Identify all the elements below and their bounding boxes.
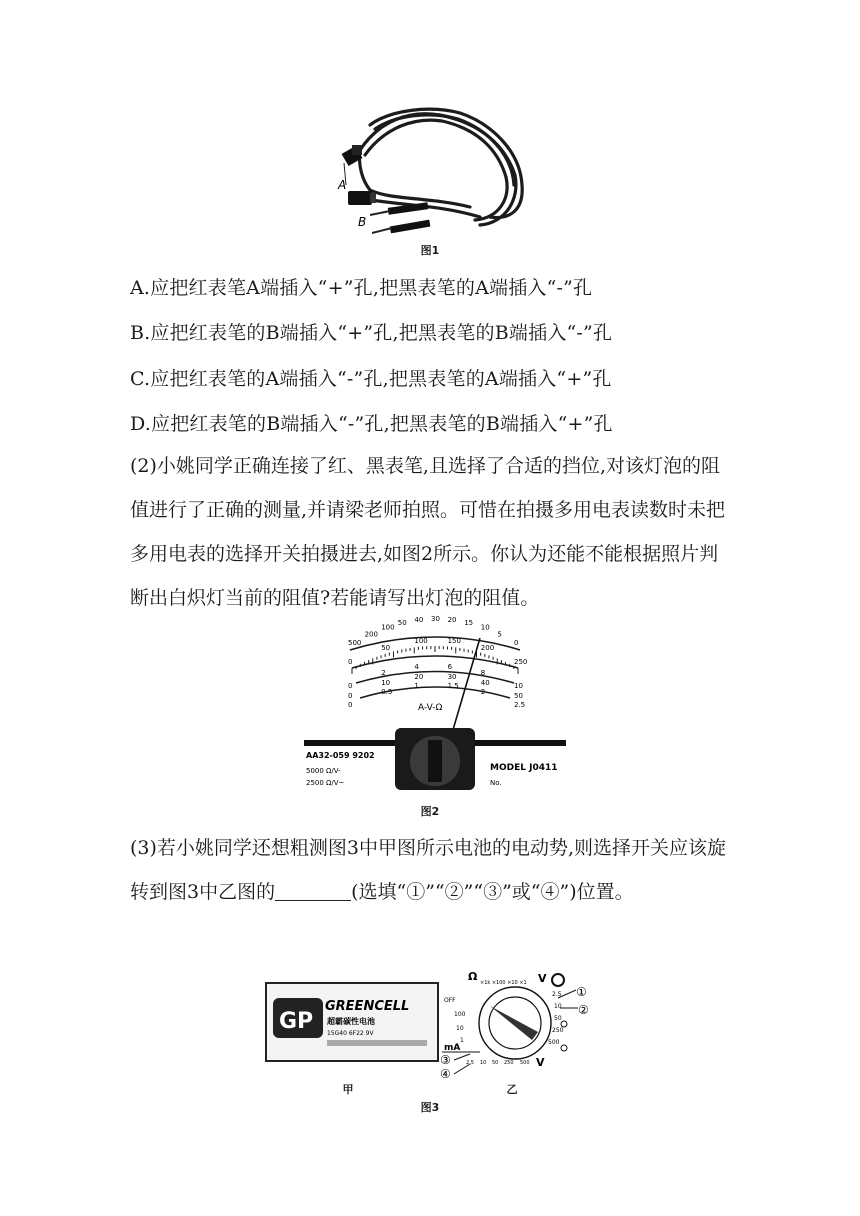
bottom-500: 500 [520, 1060, 530, 1066]
dc-250: 250 [552, 1027, 564, 1034]
scale-10v-label: 0 [348, 682, 353, 690]
marker-3: ③ [440, 1053, 451, 1067]
scale-50v-label: 10 [381, 679, 391, 688]
scale-50v-label: 30 [447, 672, 457, 681]
battery-code: 15G40 6F22 9V [327, 1030, 374, 1037]
answer-blank[interactable] [275, 883, 351, 901]
dc-50: 50 [554, 1015, 562, 1022]
dc-10: 10 [554, 1003, 562, 1010]
ma-10: 10 [456, 1025, 464, 1032]
battery-name: GREENCELL [325, 999, 410, 1014]
figure-2 [300, 615, 570, 800]
bottom-50: 50 [492, 1060, 499, 1066]
model-text: MODEL J0411 [490, 763, 558, 773]
marker-1: ① [576, 985, 587, 999]
range-labels: ×1k ×100 ×10 ×1 [480, 980, 527, 986]
ohm-scale-label: 20 [447, 615, 457, 624]
dial-label: A-V-Ω [418, 703, 443, 713]
battery-brand: GP [279, 1009, 314, 1034]
ohm-scale-label: 100 [381, 623, 395, 632]
ohm-scale-label: 50 [397, 618, 407, 627]
ohm-scale-label: 0 [514, 639, 519, 647]
fig1-label-b: B [358, 215, 367, 229]
option-a: A.应把红表笔A端插入“+”孔,把黑表笔的A端插入“-”孔 [130, 277, 593, 299]
dc-scale-label: 0 [348, 658, 353, 666]
v-symbol-top: V [538, 972, 547, 985]
bottom-10: 10 [480, 1060, 487, 1066]
adjust-knob-icon [552, 974, 564, 986]
meter-dial-illustration [300, 615, 570, 800]
ma-1: 1 [460, 1037, 464, 1044]
fig1-label-a: A [338, 178, 347, 192]
question-3-text-before: (3)若小姚同学还想粗测图3中甲图所示电池的电动势,则选择开关应该旋转到图3中乙图的 [130, 837, 727, 903]
dc-scale-label: 200 [480, 643, 495, 652]
ohm-scale-label: 15 [464, 618, 474, 627]
ohm-scale-label: 30 [431, 615, 440, 623]
marker-4: ④ [440, 1067, 451, 1081]
probe-tips-icon [370, 202, 430, 233]
ac-scale-label: 1 [414, 681, 419, 690]
marker-2: ② [578, 1003, 589, 1017]
scale-10v-label: 6 [447, 662, 453, 671]
dc-scale-label: 250 [514, 658, 528, 666]
scale-50v-label: 20 [414, 672, 424, 681]
left-code: AA32-059 9202 [306, 751, 375, 760]
v-symbol-bottom: V [536, 1056, 545, 1069]
off-label: OFF [444, 997, 456, 1004]
ohm-symbol: Ω [468, 970, 478, 983]
ma-symbol: mA [444, 1043, 461, 1053]
sensitivity-2: 2500 Ω/V~ [306, 779, 345, 787]
figure-3-caption: 图3 [420, 1101, 440, 1114]
figure-2-caption: 图2 [420, 805, 440, 818]
battery-image [265, 982, 439, 1062]
ohm-scale-label: 500 [348, 639, 362, 647]
ac-scale-label: 0 [348, 701, 353, 709]
ma-100: 100 [454, 1011, 466, 1018]
label-jia: 甲 [342, 1083, 354, 1096]
scale-10v-label: 8 [480, 669, 486, 678]
minus-jack-icon [561, 1045, 567, 1051]
dc-2-5: 2.5 [552, 991, 562, 998]
ac-scale-label: 2 [480, 688, 486, 697]
figure-1-caption: 图1 [420, 244, 440, 257]
question-3 [130, 826, 730, 914]
dc-scale-label: 50 [381, 643, 391, 652]
no-text: No. [490, 779, 502, 787]
ac-scale-label: 0.5 [381, 688, 393, 697]
ac-scale-label: 1.5 [447, 681, 459, 690]
ohm-scale-label: 40 [414, 615, 424, 624]
ohm-scale-label: 200 [364, 630, 378, 639]
scale-10v-label: 4 [414, 662, 419, 671]
option-b: B.应把红表笔的B端插入“+”孔,把黑表笔的B端插入“-”孔 [130, 322, 613, 344]
question-3-text-after: (选填“①”“②”“③”或“④”)位置。 [351, 881, 634, 903]
scale-50v-label: 40 [480, 679, 490, 688]
bottom-250: 250 [504, 1060, 514, 1066]
dc-scale-label: 100 [414, 636, 428, 645]
figure-1 [330, 105, 530, 255]
bottom-2-5: 2.5 [466, 1060, 474, 1066]
sensitivity-1: 5000 Ω/V- [306, 767, 341, 775]
dc-scale-label: 150 [447, 636, 461, 645]
selector-switch [440, 968, 600, 1081]
plus-jack-icon [561, 1021, 567, 1027]
ohm-scale-label: 10 [480, 623, 490, 632]
battery-sub: 超霸碳性电池 [327, 1017, 375, 1026]
option-d: D.应把红表笔的B端插入“-”孔,把黑表笔的B端插入“+”孔 [130, 413, 613, 435]
label-yi: 乙 [506, 1083, 518, 1096]
question-2-text: (2)小姚同学正确连接了红、黑表笔,且选择了合适的挡位,对该灯泡的阻值进行了正确的测量,并请梁老师拍照。可惜在拍摄多用电表读数时未把多用电表的选择开关拍摄进去,如图2所示。你认为还能不能根据照片判断出白炽灯当前的阻值?若能请写出灯泡的阻值。 [130, 455, 726, 609]
ohm-scale-label: 5 [497, 630, 502, 639]
plug-b-icon [348, 191, 376, 205]
dc-500: 500 [548, 1039, 560, 1046]
scale-10v-label: 10 [514, 682, 523, 690]
scale-10v-label: 2 [381, 669, 386, 678]
scale-50v-label: 50 [514, 692, 523, 700]
option-c: C.应把红表笔的A端插入“-”孔,把黑表笔的A端插入“+”孔 [130, 368, 612, 390]
test-leads-illustration [330, 105, 530, 255]
scale-50v-label: 0 [348, 692, 353, 700]
ac-scale-label: 2.5 [514, 701, 526, 709]
